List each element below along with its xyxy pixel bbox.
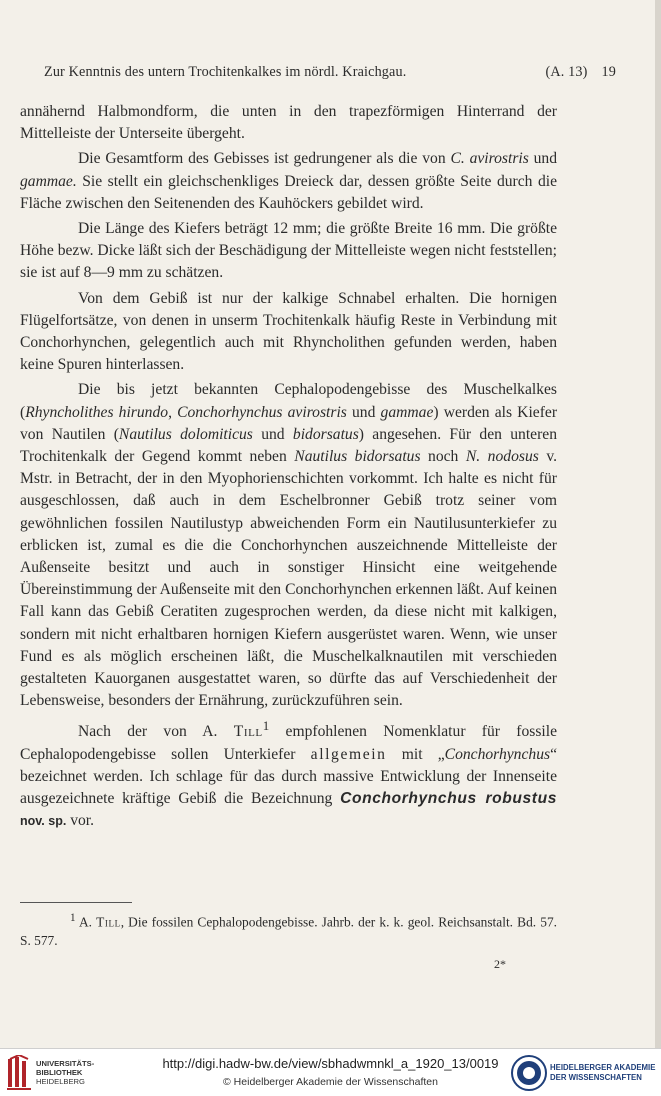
viewer-footer <box>0 1048 661 1096</box>
text-run: Die bis jetzt bekannten Cephalopodengebisse des Muschelkalkes ( <box>20 381 557 421</box>
paragraph-1: annähernd Halbmondform, die unten in den trapezförmigen Hinterrand der Mittelleiste der Unterseite übergeht. <box>20 103 557 143</box>
text-run: und <box>528 150 558 168</box>
text-run: ) werden als Kiefer von Nautilen ( <box>20 403 558 443</box>
footnote <box>20 909 557 950</box>
species-name: bidorsatus <box>292 425 359 443</box>
species-name: N. nodosus <box>465 448 539 466</box>
paragraph-3: Die Länge des Kiefers beträgt 12 mm; die größte Breite 16 mm. Die größte Höhe bezw. Dicke läßt sich der Beschädigung der Mittelleiste wegen nicht feststellen; sie ist auf 8—9 mm zu schätzen. <box>20 220 557 282</box>
footnote-marker: 1 <box>70 912 76 924</box>
nov-sp-label: nov. sp. <box>20 814 67 829</box>
copyright-notice: © Heidelberger Akademie der Wissenschaften <box>223 1076 438 1088</box>
running-head <box>44 64 616 81</box>
text-run: noch <box>420 448 466 466</box>
text-run: , Die fossilen Cephalopodengebisse. Jahrb. der k. k. geol. Reichsanstalt. Bd. 57. S. 577. <box>20 914 557 949</box>
text-run: A. <box>75 914 97 930</box>
species-name: gammae. <box>20 172 77 190</box>
footnote-ref: 1 <box>262 718 270 734</box>
emphasis-spaced: allgemein <box>310 745 387 763</box>
logo-line: UNIVERSITÄTS- <box>36 1059 95 1068</box>
page-number: 19 <box>601 64 616 80</box>
signature-mark: 2* <box>494 957 506 971</box>
paragraph-4: Von dem Gebiß ist nur der kalkige Schnabel erhalten. Die hornigen Flügelfortsätze, von denen in unserm Trochitenkalk häufig Reste in Verbindung mit Conchorhynchen, gelegentlich auch mit Rhyncholithen gefunden werden, haben keine Spuren hinterlassen. <box>20 289 557 374</box>
paragraph-5 <box>20 379 557 712</box>
paragraph-6 <box>20 715 557 832</box>
text-run: , <box>168 403 178 421</box>
text-run: ) angesehen. Für den unteren Trochitenkalk der Gegend kommt neben <box>20 425 558 466</box>
logo-line: DER WISSENSCHAFTEN <box>550 1073 642 1082</box>
species-name: gammae <box>380 403 434 421</box>
footnote-rule <box>20 902 132 903</box>
volume-ref: (A. 13) <box>545 64 588 80</box>
species-name: Nautilus bidorsatus <box>294 448 421 466</box>
academy-logo-text <box>550 1063 655 1083</box>
logo-line: HEIDELBERGER AKADEMIE <box>550 1063 656 1072</box>
text-run: und <box>252 425 293 443</box>
body-text <box>20 101 557 836</box>
new-species-name: Conchorhynchus robustus <box>340 790 557 808</box>
text-run: Die Gesamtform des Gebisses ist gedrungener als die von <box>78 150 451 168</box>
species-name: C. avirostris <box>450 150 529 168</box>
running-title: Zur Kenntnis des untern Trochitenkalkes im nördl. Kraichgau. <box>44 64 407 80</box>
permalink-url[interactable]: http://digi.hadw-bw.de/view/sbhadwmnkl_a_1920_13/0019 <box>162 1056 499 1071</box>
author-name: Till <box>96 914 121 930</box>
species-name: Nautilus dolomiticus <box>118 425 253 443</box>
paragraph-2 <box>20 148 557 215</box>
academy-logo[interactable] <box>508 1053 658 1093</box>
logo-line: HEIDELBERG <box>36 1077 85 1086</box>
text-run: “ bezeichnet werden. Ich schlage für das durch massive Entwicklung der Innenseite ausgezeichnete kräftige Gebiß die Bezeichnung <box>20 745 557 808</box>
text-run: Nach der von A. <box>78 723 234 741</box>
text-run: mit „ <box>386 745 445 763</box>
academy-seal-icon <box>510 1054 548 1092</box>
species-name: Conchorhynchus <box>444 745 551 763</box>
text-run: Sie stellt ein gleichschenkliges Dreieck dar, dessen größte Seite durch die Fläche zwischen den Seitenenden des Kauhöckers gebildet wird. <box>20 172 557 212</box>
text-run: vor. <box>66 812 95 830</box>
text-run: empfohlenen Nomenklatur für fossile Cephalopodengebisse sollen Unterkiefer <box>20 723 557 763</box>
species-name: Conchorhynchus avirostris <box>177 403 347 421</box>
text-run: und <box>346 403 381 421</box>
author-name: Till <box>233 723 263 741</box>
logo-line: BIBLIOTHEK <box>36 1068 83 1077</box>
species-name: Rhyncholithes hirundo <box>25 403 169 421</box>
text-run: v. Mstr. in Betracht, der in den Myophorienschichten vorkommt. Ich halte es nicht für ausgeschlossen, daß auch in dem Eschelbronner Gebiß trotz seiner vom gewöhnlichen fossilen Nautilustyp abweichenden Form ein Nautilusunterkiefer zu erblicken ist, zumal es die die Conchorhynchen auszeichnende Mittelleiste der Außenseite besitzt und auch in sonstiger Hinsicht eine weitgehende Übereinstimmung der Außenseite mit den Conchorhynchen erkennen läßt. Auf keinen Fall kann das Gebiß Ceratiten zugesprochen werden, da diese nicht mit kalkigen, sondern mit nicht erhaltbaren hornigen Kiefern ausgerüstet waren. Wenn, wie unser Fund es als möglich erscheinen läßt, die Muschelkalknautilen mit verschieden gestalteten Kauorganen ausgestattet waren, so dürfte das auf Verschiedenheit der Lebensweise, besonders der Ernährung, zurückzuführen sein. <box>20 448 558 710</box>
running-head-right <box>545 64 616 81</box>
